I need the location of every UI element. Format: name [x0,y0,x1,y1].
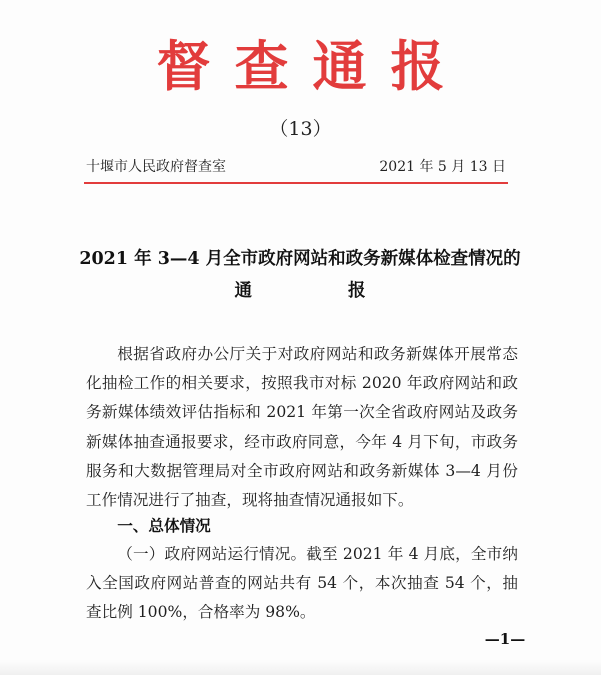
intro-paragraph: 根据省政府办公厅关于对政府网站和政务新媒体开展常态化抽检工作的相关要求，按照我市对标 2020 年政府网站和政务新媒体绩效评估指标和 2021 年第一次全省政府网站及政务新媒体抽查通报要求，经市政府同意，今年 4 月下旬，市政务服务和大数据管理局对全市政府网站和政务新媒体 3—4 月份工作情况进行了抽查，现将抽查情况通报如下。 [86,345,518,510]
page-number: —1— [484,630,526,648]
section-heading: 一、总体情况 [117,516,211,535]
document-title: 2021 年 3—4 月全市政府网站和政务新媒体检查情况的 [79,249,521,269]
issuer-name: 十堰市人民政府督查室 [86,159,226,175]
section-paragraph: （一）政府网站运行情况。截至 2021 年 4 月底，全市纳入全国政府网站普查的网站共有 54 个，本次抽查 54 个，抽查比例 100%，合格率为 98%。 [86,545,518,622]
page-edge [0,660,601,675]
header-meta [86,156,506,178]
masthead-title: 督查通报 [156,34,469,98]
issue-date: 2021 年 5 月 13 日 [379,159,506,175]
header-divider [84,182,508,184]
issue-number: （13） [269,118,332,140]
section-paragraph-block [86,540,518,628]
intro-paragraph-block [86,340,518,515]
document-title-line2: 通报 [234,281,462,301]
